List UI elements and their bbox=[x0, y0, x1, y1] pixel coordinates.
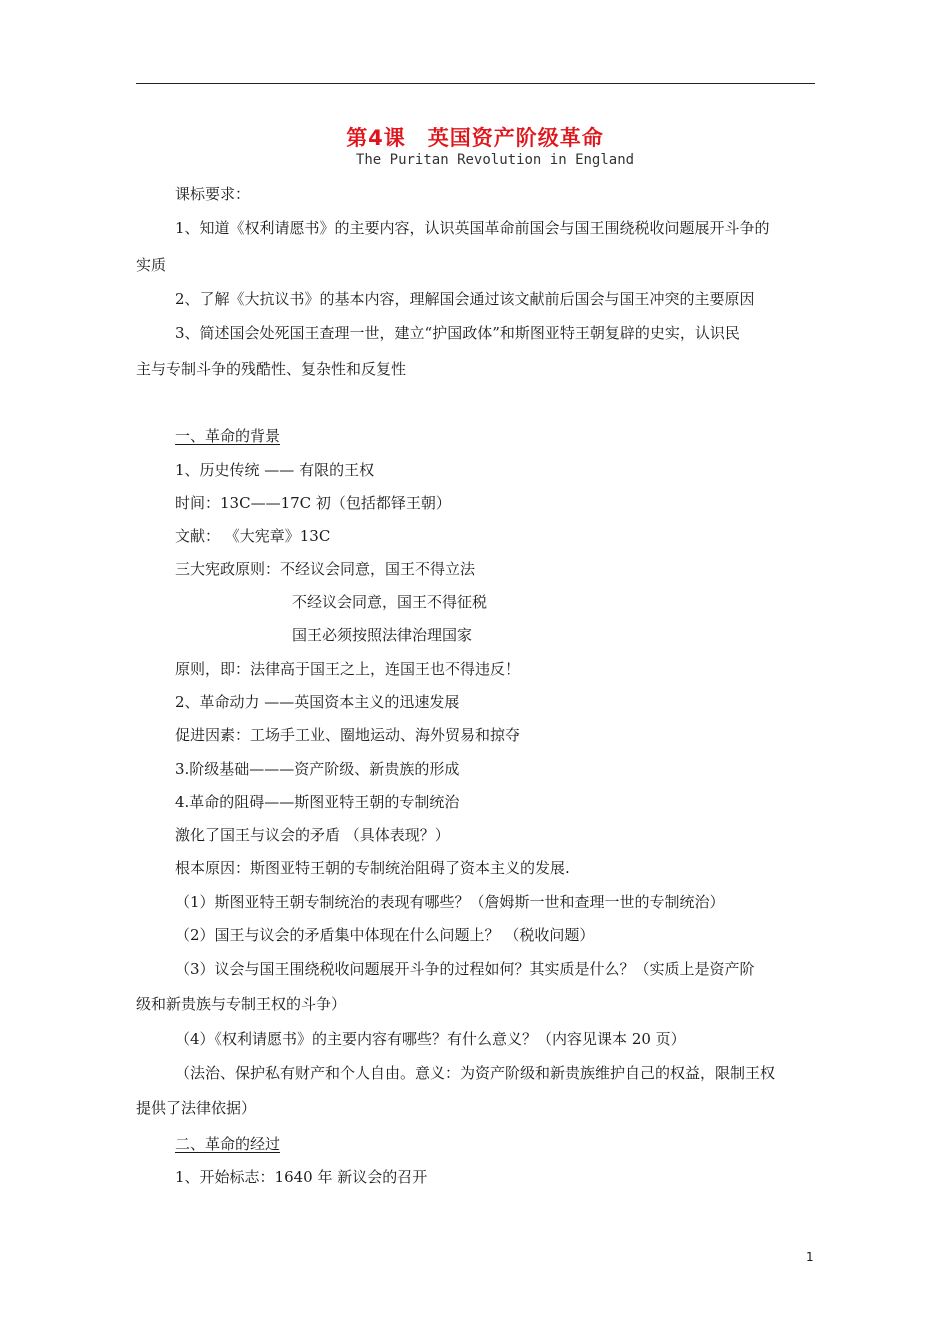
header-rule bbox=[136, 83, 815, 84]
class-basis: 3.阶级基础———资产阶级、新贵族的形成 bbox=[175, 760, 460, 778]
lesson-title: 第4课 英国资产阶级革命 bbox=[346, 126, 604, 150]
section-2-heading: 二、革命的经过 bbox=[175, 1135, 281, 1153]
requirement-3-line1: 3、简述国会处死国王查理一世，建立“护国政体”和斯图亚特王朝复辟的史实，认识民 bbox=[175, 324, 740, 342]
answer-line2: 提供了法律依据） bbox=[136, 1099, 257, 1117]
principle-2: 不经议会同意，国王不得征税 bbox=[292, 593, 488, 611]
question-2: （2）国王与议会的矛盾集中体现在什么问题上？ （税收问题） bbox=[175, 926, 595, 944]
answer-line1: （法治、保护私有财产和个人自由。意义：为资产阶级和新贵族维护自己的权益，限制王权 bbox=[175, 1064, 776, 1082]
history-tradition: 1、历史传统 —— 有限的王权 bbox=[175, 461, 375, 479]
document-line: 文献： 《大宪章》13C bbox=[175, 527, 331, 545]
start-sign: 1、开始标志：1640 年 新议会的召开 bbox=[175, 1168, 428, 1186]
revolution-obstacle: 4.革命的阻碍——斯图亚特王朝的专制统治 bbox=[175, 793, 460, 811]
principle-1: 三大宪政原则：不经议会同意，国王不得立法 bbox=[175, 560, 476, 578]
rule-of-law: 原则，即：法律高于国王之上，连国王也不得违反！ bbox=[175, 660, 521, 678]
requirement-3-line2: 主与专制斗争的残酷性、复杂性和反复性 bbox=[136, 360, 407, 378]
question-1: （1）斯图亚特王朝专制统治的表现有哪些？（詹姆斯一世和查理一世的专制统治） bbox=[175, 893, 725, 911]
requirements-heading: 课标要求： bbox=[175, 185, 251, 203]
revolution-driving-force: 2、革命动力 ——英国资本主义的迅速发展 bbox=[175, 693, 460, 711]
requirement-1-line2: 实质 bbox=[136, 256, 167, 274]
question-4: （4）《权利请愿书》的主要内容有哪些？有什么意义？（内容见课本 20 页） bbox=[175, 1030, 686, 1048]
time-line: 时间：13C——17C 初（包括都铎王朝） bbox=[175, 494, 451, 512]
question-3-line2: 级和新贵族与专制王权的斗争） bbox=[136, 995, 347, 1013]
page-number: 1 bbox=[806, 1250, 814, 1264]
requirement-1-line1: 1、知道《权利请愿书》的主要内容，认识英国革命前国会与国王围绕税收问题展开斗争的 bbox=[175, 219, 770, 237]
root-cause: 根本原因：斯图亚特王朝的专制统治阻碍了资本主义的发展. bbox=[175, 859, 570, 877]
requirement-2: 2、了解《大抗议书》的基本内容，理解国会通过该文献前后国会与国王冲突的主要原因 bbox=[175, 290, 755, 308]
section-1-heading: 一、革命的背景 bbox=[175, 427, 281, 445]
question-3-line1: （3）议会与国王围绕税收问题展开斗争的过程如何？其实质是什么？（实质上是资产阶 bbox=[175, 960, 755, 978]
principle-3: 国王必须按照法律治理国家 bbox=[292, 626, 473, 644]
intensified-conflict: 激化了国王与议会的矛盾 （具体表现？） bbox=[175, 826, 450, 844]
lesson-subtitle: The Puritan Revolution in England bbox=[355, 152, 635, 168]
promoting-factors: 促进因素：工场手工业、圈地运动、海外贸易和掠夺 bbox=[175, 726, 521, 744]
